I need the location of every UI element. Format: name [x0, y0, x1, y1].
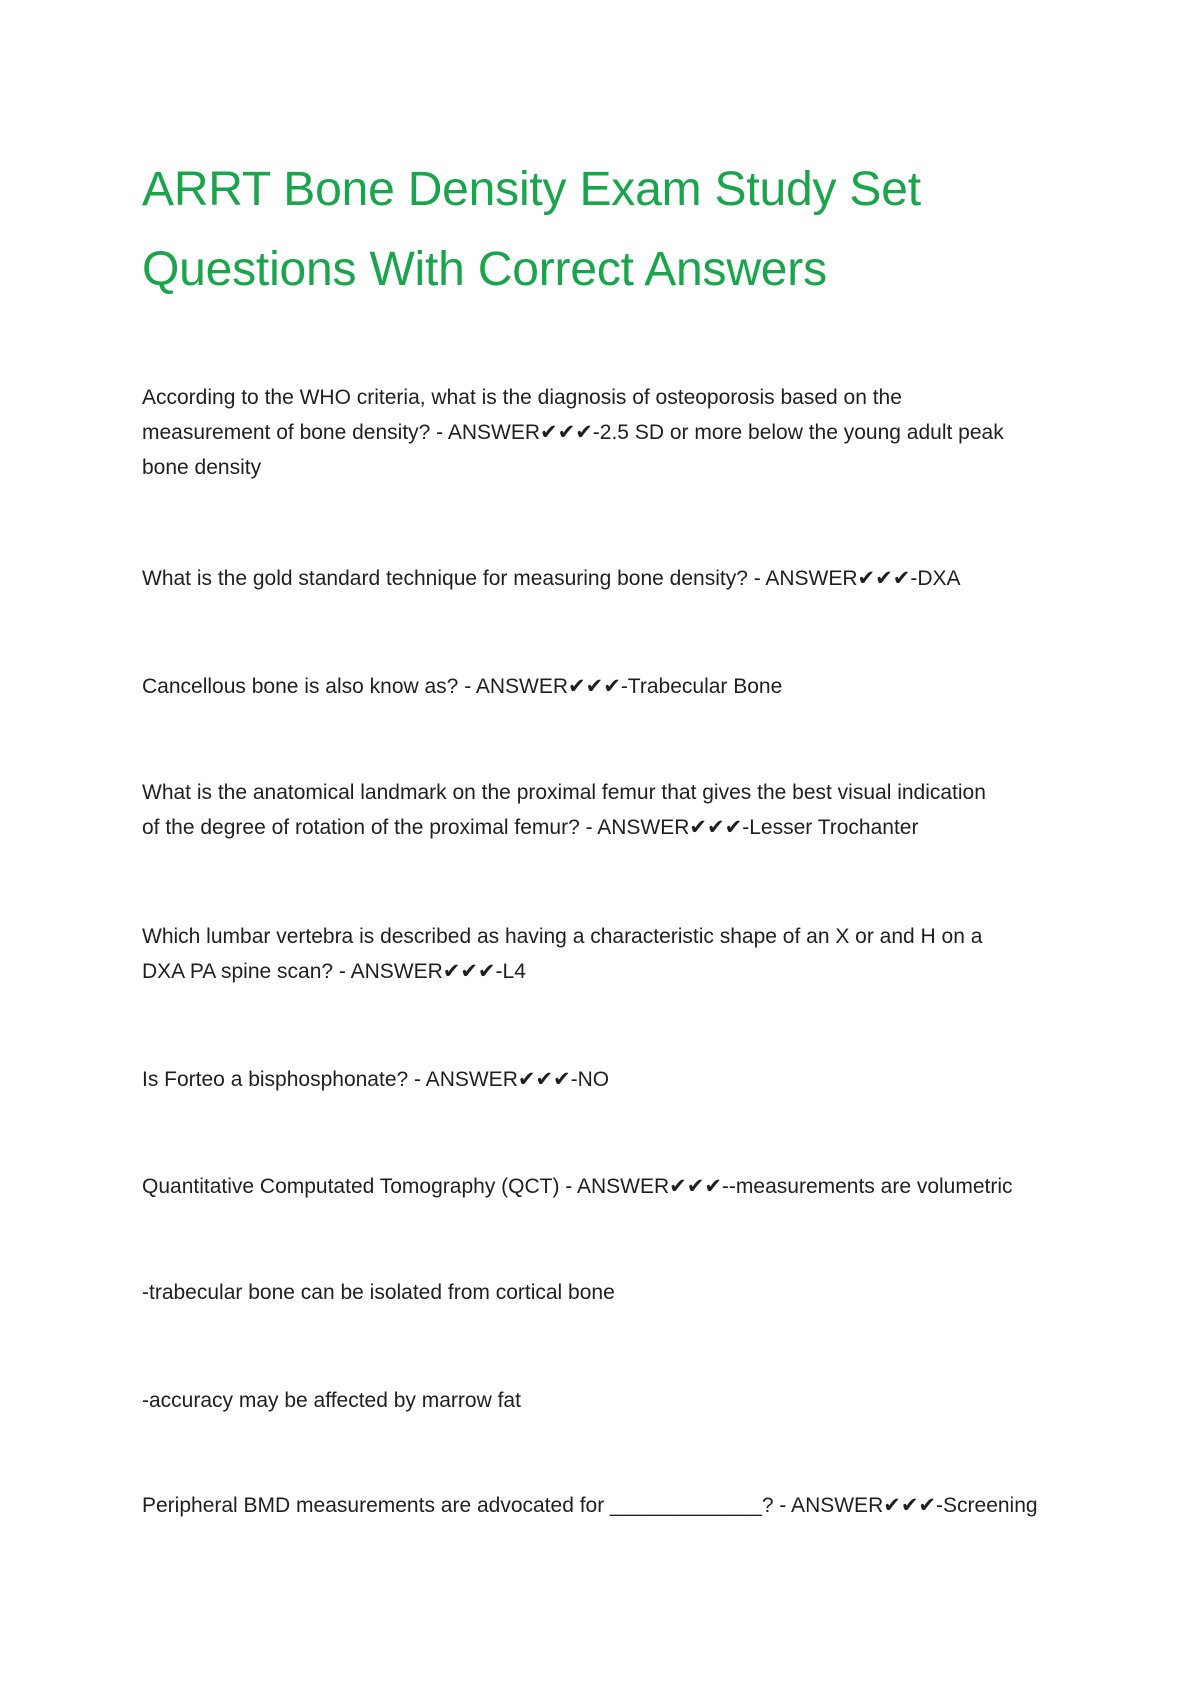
entry-line: Is Forteo a bisphosphonate? - ANSWER✔✔✔-NO — [142, 1068, 610, 1091]
entry-line: -accuracy may be affected by marrow fat — [142, 1389, 521, 1412]
qa-entry-marrow-fat — [142, 1383, 1062, 1418]
qa-entry-forteo — [142, 1062, 1062, 1097]
entry-line: Quantitative Computated Tomography (QCT) - ANSWER✔✔✔--measurements are volumetric — [142, 1175, 1013, 1198]
entry-line: What is the gold standard technique for measuring bone density? - ANSWER✔✔✔-DXA — [142, 567, 961, 590]
entry-line: DXA PA spine scan? - ANSWER✔✔✔-L4 — [142, 960, 526, 983]
title-line-1: ARRT Bone Density Exam Study Set — [142, 163, 921, 216]
qa-entry-gold-standard — [142, 561, 1062, 596]
qa-entry-who-criteria — [142, 380, 1062, 485]
entry-line: What is the anatomical landmark on the proximal femur that gives the best visual indication — [142, 781, 986, 804]
entry-line: Which lumbar vertebra is described as having a characteristic shape of an X or and H on a — [142, 925, 983, 948]
qa-entry-cancellous-bone — [142, 669, 1062, 704]
entry-line: -trabecular bone can be isolated from cortical bone — [142, 1281, 615, 1304]
entry-line: measurement of bone density? - ANSWER✔✔✔-2.5 SD or more below the young adult peak — [142, 421, 1004, 444]
entry-line: Peripheral BMD measurements are advocated for _____________? - ANSWER✔✔✔-Screening — [142, 1494, 1038, 1517]
qa-entry-qct — [142, 1169, 1062, 1204]
qa-entry-lumbar-vertebra — [142, 919, 1062, 989]
document-title — [142, 150, 1082, 310]
entry-line: bone density — [142, 456, 262, 479]
qa-entry-femur-landmark — [142, 775, 1062, 845]
entry-line: Cancellous bone is also know as? - ANSWER✔✔✔-Trabecular Bone — [142, 675, 783, 698]
entry-line: According to the WHO criteria, what is the diagnosis of osteoporosis based on the — [142, 386, 902, 409]
title-line-2: Questions With Correct Answers — [142, 243, 827, 296]
entry-line: of the degree of rotation of the proximal femur? - ANSWER✔✔✔-Lesser Trochanter — [142, 816, 919, 839]
qa-entry-trabecular-isolation — [142, 1275, 1062, 1310]
qa-entry-peripheral-bmd — [142, 1488, 1062, 1523]
